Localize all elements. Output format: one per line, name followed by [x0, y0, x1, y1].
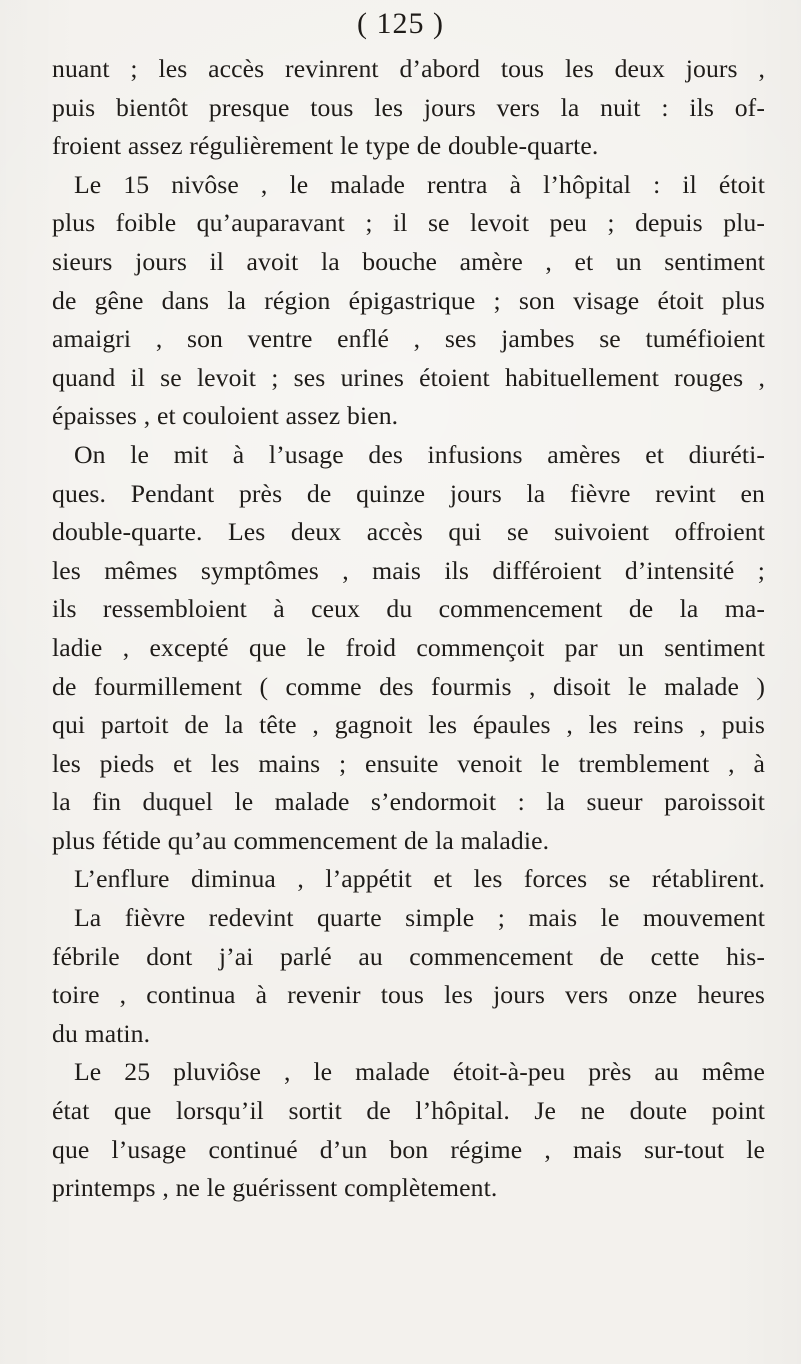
- text-line-28: état que lorsqu’il sortit de l’hôpital. Je ne doute point: [52, 1096, 765, 1126]
- text-line-5: plus foible qu’auparavant ; il se levoit peu ; depuis plu-: [52, 208, 765, 238]
- text-line-30: printemps , ne le guérissent complètement.: [52, 1173, 498, 1203]
- text-line-22: L’enflure diminua , l’appétit et les forces se rétablirent.: [74, 864, 765, 894]
- text-line-29: que l’usage continué d’un bon régime , mais sur-tout le: [52, 1134, 765, 1164]
- text-line-16: ladie , excepté que le froid commençoit par un sentiment: [52, 632, 765, 662]
- text-line-25: toire , continua à revenir tous les jours vers onze heures: [52, 980, 765, 1010]
- text-line-12: ques. Pendant près de quinze jours la fièvre revint en: [52, 478, 765, 508]
- text-line-19: les pieds et les mains ; ensuite venoit le tremblement , à: [52, 748, 765, 778]
- text-line-3: froient assez régulièrement le type de double-quarte.: [52, 131, 599, 161]
- text-line-26: du matin.: [52, 1018, 151, 1048]
- text-line-13: double-quarte. Les deux accès qui se suivoient offroient: [52, 517, 765, 547]
- page-number: ( 125 ): [357, 7, 444, 40]
- text-line-23: La fièvre redevint quarte simple ; mais le mouvement: [74, 903, 765, 933]
- text-line-10: épaisses , et couloient assez bien.: [52, 401, 399, 431]
- body-text: [52, 50, 765, 1208]
- text-line-9: quand il se levoit ; ses urines étoient habituellement rouges ,: [52, 362, 765, 392]
- text-line-24: fébrile dont j’ai parlé au commencement de cette his-: [52, 941, 765, 971]
- text-line-2: puis bientôt presque tous les jours vers la nuit : ils of-: [52, 92, 765, 122]
- text-line-20: la fin duquel le malade s’endormoit : la sueur paroissoit: [52, 787, 765, 817]
- text-line-4: Le 15 nivôse , le malade rentra à l’hôpital : il étoit: [74, 169, 765, 199]
- text-line-17: de fourmillement ( comme des fourmis , disoit le malade ): [52, 671, 765, 701]
- text-line-8: amaigri , son ventre enflé , ses jambes se tuméfioient: [52, 324, 765, 354]
- text-line-1: nuant ; les accès revinrent d’abord tous les deux jours ,: [52, 54, 765, 83]
- text-line-18: qui partoit de la tête , gagnoit les épaules , les reins , puis: [52, 710, 765, 740]
- text-line-7: de gêne dans la région épigastrique ; son visage étoit plus: [52, 285, 765, 315]
- text-line-21: plus fétide qu’au commencement de la maladie.: [52, 825, 550, 855]
- text-line-14: les mêmes symptômes , mais ils différoient d’intensité ;: [52, 555, 765, 585]
- text-line-6: sieurs jours il avoit la bouche amère , et un sentiment: [52, 246, 765, 276]
- text-line-11: On le mit à l’usage des infusions amères et diuréti-: [74, 439, 765, 469]
- text-line-15: ils ressembloient à ceux du commencement de la ma-: [52, 594, 765, 624]
- text-line-27: Le 25 pluviôse , le malade étoit-à-peu près au même: [74, 1057, 765, 1087]
